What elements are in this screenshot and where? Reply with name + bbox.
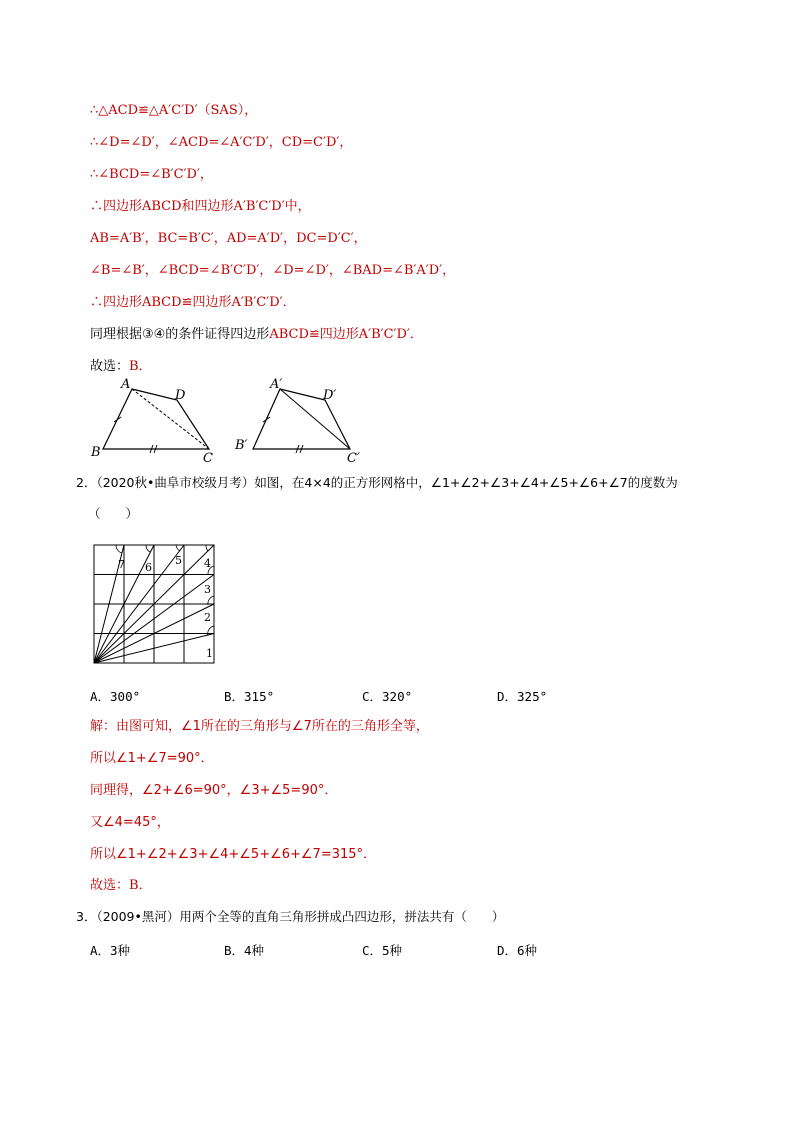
q3-option-a[interactable]: A．3种: [90, 943, 131, 958]
label-d: D: [175, 388, 186, 403]
q2-solution-line-2: 所以∠1+∠7=90°．: [90, 751, 214, 766]
question2-blank: （ ）: [88, 506, 139, 521]
q2-solution-line-5: 所以∠1+∠2+∠3+∠4+∠5+∠6+∠7=315°．: [90, 847, 377, 862]
q2-option-a[interactable]: A．300°: [90, 689, 141, 704]
solution1-line-2: ∴∠D=∠D′，∠ACD=∠A′C′D′，CD=C′D′，: [90, 135, 353, 150]
q3-option-c[interactable]: C．5种: [362, 943, 403, 958]
angle-label-1: 1: [206, 647, 213, 660]
q2-answer-prefix: 故选：: [90, 878, 130, 893]
solution1-line-4: ∴四边形ABCD和四边形A′B′C′D′中，: [90, 199, 311, 214]
question3-stem: 3．（2009•黑河）用两个全等的直角三角形拼成凸四边形，拼法共有（ ）: [76, 909, 505, 924]
quadrilateral-figure: [85, 376, 385, 466]
angle-label-6: 6: [145, 561, 152, 574]
answer-value: B．: [129, 359, 152, 374]
angle-label-3: 3: [204, 583, 211, 596]
label-d-prime: D′: [323, 388, 337, 403]
label-b: B: [91, 445, 101, 460]
angle-label-5: 5: [175, 554, 182, 567]
q2-solution-line-3: 同理得，∠2+∠6=90°，∠3+∠5=90°．: [90, 783, 338, 798]
grid-figure: [90, 541, 220, 667]
q2-answer: [90, 877, 152, 895]
label-a-prime: A′: [270, 377, 283, 392]
q2-option-c[interactable]: C．320°: [362, 689, 413, 704]
label-a: A: [121, 377, 131, 392]
label-c-prime: C′: [347, 451, 360, 466]
solution1-line-5: AB=A′B′，BC=B′C′，AD=A′D′，DC=D′C′，: [90, 231, 367, 246]
q2-option-d[interactable]: D．325°: [497, 689, 548, 704]
q3-option-d[interactable]: D．6种: [497, 943, 538, 958]
angle-label-4: 4: [204, 557, 211, 570]
q2-option-b[interactable]: B．315°: [224, 689, 275, 704]
solution1-line-3: ∴∠BCD=∠B′C′D′，: [90, 167, 213, 182]
quad-abcd: [90, 377, 213, 466]
solution1-line-6: ∠B=∠B′，∠BCD=∠B′C′D′，∠D=∠D′，∠BAD=∠B′A′D′，: [90, 263, 456, 278]
q2-solution-line-4: 又∠4=45°，: [90, 815, 170, 830]
solution1-line-7: ∴四边形ABCD≌四边形A′B′C′D′．: [90, 295, 296, 310]
angle-label-2: 2: [204, 611, 211, 624]
label-b-prime: B′: [235, 438, 248, 453]
q2-solution-line-1: 解：由图可知，∠1所在的三角形与∠7所在的三角形全等，: [90, 719, 429, 734]
answer-prefix: 故选：: [90, 359, 130, 374]
tongli-prefix: 同理根据③④的条件证得四边形: [90, 327, 270, 342]
q2-answer-value: B．: [129, 878, 152, 893]
angle-label-7: 7: [118, 558, 125, 571]
solution1-tongli: [90, 326, 423, 344]
label-c: C: [203, 451, 213, 466]
q3-option-b[interactable]: B．4种: [224, 943, 265, 958]
question2-stem: 2．（2020秋•曲阜市校级月考）如图，在4×4的正方形网格中，∠1+∠2+∠3+∠4+∠5+∠6+∠7的度数为: [76, 475, 678, 490]
quad-abcd-prime: [234, 377, 360, 466]
tongli-red: ABCD≌四边形A′B′C′D′．: [269, 327, 423, 342]
solution1-line-1: ∴△ACD≌△A′C′D′（SAS），: [90, 103, 258, 118]
solution1-answer: [90, 358, 152, 376]
